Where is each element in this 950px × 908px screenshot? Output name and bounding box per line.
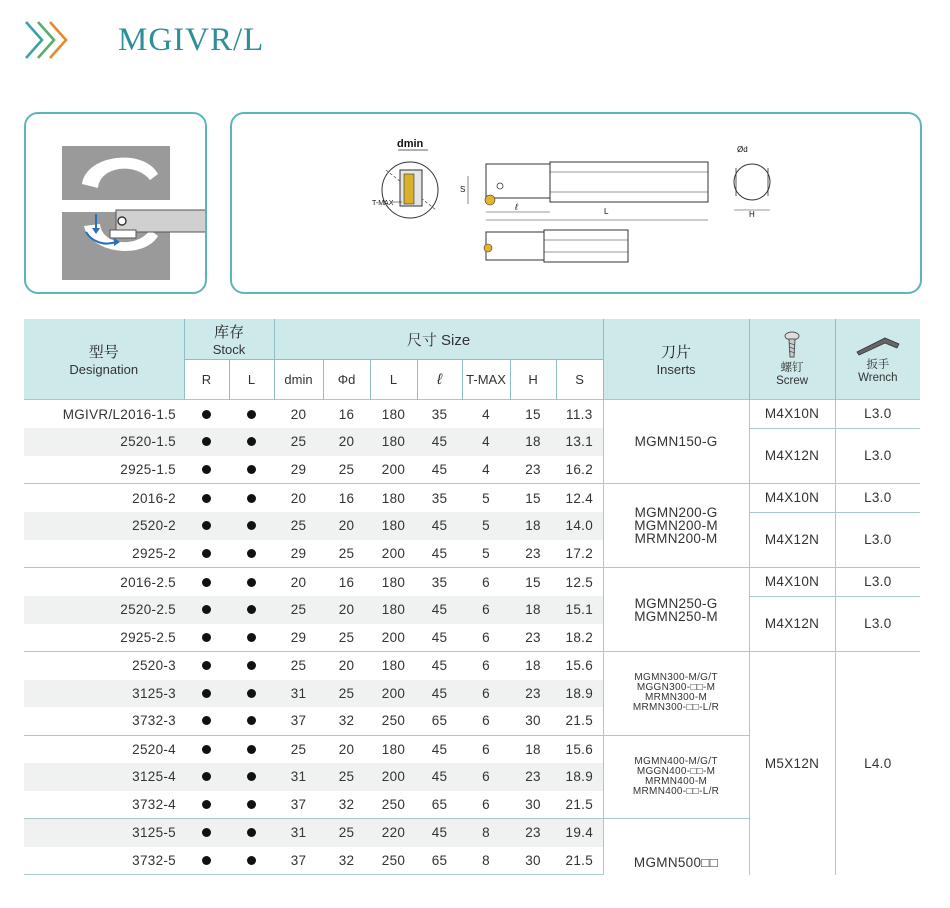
screw-icon — [784, 331, 800, 359]
len-header: L — [370, 360, 417, 400]
table-row — [24, 596, 920, 624]
table-cell: 25 — [338, 461, 355, 477]
table-cell: 20 — [323, 652, 370, 680]
table-cell: 45 — [431, 629, 448, 645]
stock-dot — [229, 624, 274, 652]
table-cell: 2016-2.5 — [24, 568, 184, 597]
table-cell: 19.4 — [556, 819, 603, 847]
stock-dot — [184, 512, 229, 540]
table-cell: 6 — [482, 713, 490, 729]
table-cell: 6 — [462, 763, 510, 791]
stock-dot — [229, 763, 274, 791]
table-cell: 45 — [431, 461, 448, 477]
wrench-header: 扳手 Wrench — [835, 319, 920, 400]
table-cell: 45 — [417, 652, 462, 680]
chevron-logo-icon — [22, 16, 82, 66]
table-cell: 20 — [323, 735, 370, 763]
h-dim-label: H — [749, 210, 755, 219]
stock-dot — [184, 456, 229, 484]
table-row — [24, 512, 920, 540]
table-cell: 200 — [370, 680, 417, 708]
table-cell: 6 — [462, 680, 510, 708]
table-cell: 25 — [274, 652, 323, 680]
table-cell: 45 — [417, 680, 462, 708]
table-cell: 15 — [510, 568, 556, 597]
screw-cell: M4X10N — [749, 568, 835, 597]
table-cell: 20 — [323, 428, 370, 456]
table-cell: 31 — [274, 819, 323, 847]
stock-dot — [184, 763, 229, 791]
table-cell: 45 — [431, 545, 448, 561]
table-cell: 25 — [323, 819, 370, 847]
stock-dot — [184, 735, 229, 763]
stock-header: 库存 Stock — [184, 319, 274, 360]
stock-dot — [229, 456, 274, 484]
insert-cell: MGMN150-G — [603, 400, 749, 484]
stock-dot — [184, 819, 229, 847]
s-header: S — [556, 360, 603, 400]
table-cell: 25 — [338, 629, 355, 645]
table-cell: 3732-5 — [24, 847, 184, 875]
table-cell: 180 — [370, 568, 417, 597]
table-cell: 8 — [462, 819, 510, 847]
table-cell: 15.1 — [556, 596, 603, 624]
table-cell: 21.5 — [565, 796, 594, 812]
table-cell: 18 — [510, 428, 556, 456]
tmax-dim-label: T-MAX — [372, 200, 394, 207]
application-illustration-box — [24, 112, 207, 294]
table-cell: 5 — [462, 484, 510, 513]
table-cell: 3125-3 — [24, 680, 184, 708]
stock-dot — [184, 596, 229, 624]
table-cell: 45 — [417, 763, 462, 791]
table-cell: 3732-4 — [132, 796, 176, 812]
table-cell: 65 — [431, 713, 448, 729]
table-cell: 32 — [323, 847, 370, 875]
table-cell: 18 — [510, 596, 556, 624]
table-cell: 15 — [510, 400, 556, 429]
insert-cell: MGMN400-M/G/T MGGN400-□□-M MRMN400-M MRMN400-□□-L/R — [603, 735, 749, 819]
table-cell: 250 — [381, 796, 406, 812]
tool-dimension-drawing — [232, 114, 920, 292]
dmin-header: dmin — [274, 360, 323, 400]
table-cell: 180 — [370, 400, 417, 429]
table-cell: 31 — [274, 763, 323, 791]
table-cell: 37 — [290, 713, 307, 729]
table-cell: 18 — [510, 512, 556, 540]
table-cell: 250 — [370, 847, 417, 875]
stock-dot — [229, 512, 274, 540]
table-cell: 3125-4 — [24, 763, 184, 791]
table-cell: 14.0 — [556, 512, 603, 540]
table-cell: 220 — [370, 819, 417, 847]
screw-cell: M4X12N — [749, 512, 835, 568]
table-cell: 20 — [274, 568, 323, 597]
table-cell: 20 — [323, 596, 370, 624]
table-cell: 11.3 — [556, 400, 603, 429]
table-cell: 25 — [323, 680, 370, 708]
screw-cell: M5X12N — [749, 652, 835, 875]
stock-dot — [229, 540, 274, 568]
insert-cell: MGMN250-G MGMN250-M — [603, 568, 749, 652]
table-cell: 30 — [510, 847, 556, 875]
table-cell: 45 — [417, 596, 462, 624]
table-cell: 31 — [274, 680, 323, 708]
table-cell: 37 — [274, 847, 323, 875]
table-cell: 6 — [462, 568, 510, 597]
insert-cell: MGMN500□□ — [603, 819, 749, 875]
table-cell: 45 — [417, 735, 462, 763]
table-cell: 4 — [482, 461, 490, 477]
page-title: MGIVR/L — [118, 22, 265, 58]
table-cell: 6 — [462, 652, 510, 680]
table-cell: 18.9 — [556, 763, 603, 791]
stock-dot — [184, 680, 229, 708]
table-cell: 12.4 — [556, 484, 603, 513]
table-cell: MGIVR/L2016-1.5 — [24, 400, 184, 429]
table-cell: 2925-2 — [132, 545, 176, 561]
table-cell: 29 — [290, 545, 307, 561]
table-cell: 2520-4 — [24, 735, 184, 763]
table-cell: 6 — [462, 735, 510, 763]
table-cell: 25 — [274, 735, 323, 763]
stock-dot — [184, 847, 229, 875]
table-cell: 180 — [370, 596, 417, 624]
table-row — [24, 568, 920, 597]
table-cell: 200 — [381, 545, 406, 561]
table-cell: 65 — [431, 796, 448, 812]
table-cell: 12.5 — [556, 568, 603, 597]
table-cell: 32 — [338, 713, 355, 729]
table-cell: 2925-1.5 — [120, 461, 176, 477]
stock-r-header: R — [184, 360, 229, 400]
screw-cell: M4X12N — [749, 428, 835, 484]
stock-dot — [229, 791, 274, 819]
stock-dot — [184, 400, 229, 429]
wrench-cell: L3.0 — [835, 596, 920, 652]
table-cell: 45 — [417, 819, 462, 847]
table-cell: 32 — [338, 796, 355, 812]
size-header: 尺寸 Size — [274, 319, 603, 360]
internal-grooving-illustration — [26, 114, 205, 292]
table-cell: 2925-2.5 — [120, 629, 176, 645]
wrench-icon — [855, 334, 901, 356]
table-cell: 5 — [482, 545, 490, 561]
insert-cell: MGMN300-M/G/T MGGN300-□□-M MRMN300-M MRMN300-□□-L/R — [603, 652, 749, 736]
wrench-cell: L3.0 — [835, 568, 920, 597]
table-cell: 30 — [525, 796, 541, 812]
table-cell: 16 — [323, 400, 370, 429]
wrench-cell: L3.0 — [835, 428, 920, 484]
table-cell: 2520-1.5 — [24, 428, 184, 456]
table-cell: 25 — [274, 596, 323, 624]
specification-table — [24, 319, 920, 875]
table-cell: 5 — [462, 512, 510, 540]
table-cell: 4 — [462, 400, 510, 429]
table-cell: 23 — [510, 763, 556, 791]
stock-dot — [184, 540, 229, 568]
table-cell: 2520-3 — [24, 652, 184, 680]
table-cell: 35 — [417, 484, 462, 513]
table-cell: 180 — [370, 484, 417, 513]
screw-cell: M4X10N — [749, 400, 835, 429]
screw-cell: M4X12N — [749, 596, 835, 652]
table-cell: 23 — [525, 545, 541, 561]
table-row — [24, 652, 920, 680]
stock-dot — [229, 847, 274, 875]
od-dim-label: Ød — [737, 145, 748, 154]
table-cell: 18.9 — [556, 680, 603, 708]
table-cell: 65 — [417, 847, 462, 875]
table-cell: 25 — [338, 545, 355, 561]
table-cell: 25 — [274, 428, 323, 456]
table-cell: 23 — [525, 461, 541, 477]
table-cell: 18.2 — [565, 629, 594, 645]
tmax-header: T-MAX — [462, 360, 510, 400]
stock-dot — [184, 624, 229, 652]
table-cell: 15.6 — [556, 652, 603, 680]
table-cell: 3125-5 — [24, 819, 184, 847]
table-cell: 200 — [370, 763, 417, 791]
od-header: Φd — [323, 360, 370, 400]
table-cell: 17.2 — [565, 545, 594, 561]
s-dim-label: S — [460, 185, 466, 194]
table-cell: 180 — [370, 652, 417, 680]
table-cell: 21.5 — [556, 847, 603, 875]
stock-dot — [184, 568, 229, 597]
table-cell: 45 — [417, 428, 462, 456]
insert-cell: MGMN200-G MGMN200-M MRMN200-M — [603, 484, 749, 568]
table-cell: 15.6 — [556, 735, 603, 763]
stock-dot — [184, 428, 229, 456]
table-cell: 23 — [525, 629, 541, 645]
stock-dot — [229, 568, 274, 597]
table-cell: 29 — [290, 461, 307, 477]
stock-dot — [229, 400, 274, 429]
l-dim-label: L — [604, 207, 609, 216]
stock-dot — [229, 484, 274, 513]
table-cell: 20 — [323, 512, 370, 540]
table-cell: 16 — [323, 568, 370, 597]
table-cell: 6 — [462, 596, 510, 624]
table-cell: 25 — [274, 512, 323, 540]
table-cell: 16 — [323, 484, 370, 513]
stock-dot — [229, 707, 274, 735]
stock-dot — [184, 484, 229, 513]
h-header: H — [510, 360, 556, 400]
screw-header: 螺钉 Screw — [749, 319, 835, 400]
table-cell: 30 — [525, 713, 541, 729]
stock-dot — [229, 735, 274, 763]
stock-dot — [229, 819, 274, 847]
stock-dot — [229, 428, 274, 456]
table-cell: 45 — [417, 512, 462, 540]
designation-header: 型号 Designation — [24, 319, 184, 400]
table-row — [24, 428, 920, 456]
table-cell: 21.5 — [565, 713, 594, 729]
stock-dot — [184, 791, 229, 819]
table-cell: 18 — [510, 735, 556, 763]
table-cell: 23 — [510, 819, 556, 847]
wrench-cell: L3.0 — [835, 484, 920, 513]
table-cell: 200 — [381, 629, 406, 645]
table-cell: 23 — [510, 680, 556, 708]
table-cell: 2016-2 — [24, 484, 184, 513]
table-cell: 29 — [290, 629, 307, 645]
table-cell: 4 — [462, 428, 510, 456]
table-cell: 20 — [274, 484, 323, 513]
dmin-dim-label: dmin — [397, 138, 424, 150]
table-cell: 180 — [370, 735, 417, 763]
wrench-cell: L3.0 — [835, 400, 920, 429]
table-cell: 16.2 — [565, 461, 594, 477]
stock-l-header: L — [229, 360, 274, 400]
table-cell: 35 — [417, 400, 462, 429]
stock-dot — [229, 596, 274, 624]
table-cell: 180 — [370, 428, 417, 456]
l-small-dim-label: ℓ — [515, 202, 518, 212]
table-cell: 18 — [510, 652, 556, 680]
table-row — [24, 400, 920, 429]
table-cell: 15 — [510, 484, 556, 513]
inserts-header: 刀片 Inserts — [603, 319, 749, 400]
table-cell: 250 — [381, 713, 406, 729]
table-cell: 8 — [462, 847, 510, 875]
table-cell: 20 — [274, 400, 323, 429]
table-row — [24, 484, 920, 513]
lsmall-header: ℓ — [417, 360, 462, 400]
screw-cell: M4X10N — [749, 484, 835, 513]
table-cell: 2520-2 — [24, 512, 184, 540]
table-cell: 6 — [482, 629, 490, 645]
stock-dot — [229, 652, 274, 680]
stock-dot — [184, 707, 229, 735]
table-cell: 37 — [290, 796, 307, 812]
table-cell: 180 — [370, 512, 417, 540]
stock-dot — [184, 652, 229, 680]
table-cell: 3732-3 — [132, 713, 176, 729]
table-cell: 13.1 — [556, 428, 603, 456]
table-cell: 6 — [482, 796, 490, 812]
table-cell: 2520-2.5 — [24, 596, 184, 624]
stock-dot — [229, 680, 274, 708]
wrench-cell: L4.0 — [835, 652, 920, 875]
table-cell: 25 — [323, 763, 370, 791]
wrench-cell: L3.0 — [835, 512, 920, 568]
dimension-drawing-box — [230, 112, 922, 294]
table-cell: 35 — [417, 568, 462, 597]
table-cell: 200 — [381, 461, 406, 477]
